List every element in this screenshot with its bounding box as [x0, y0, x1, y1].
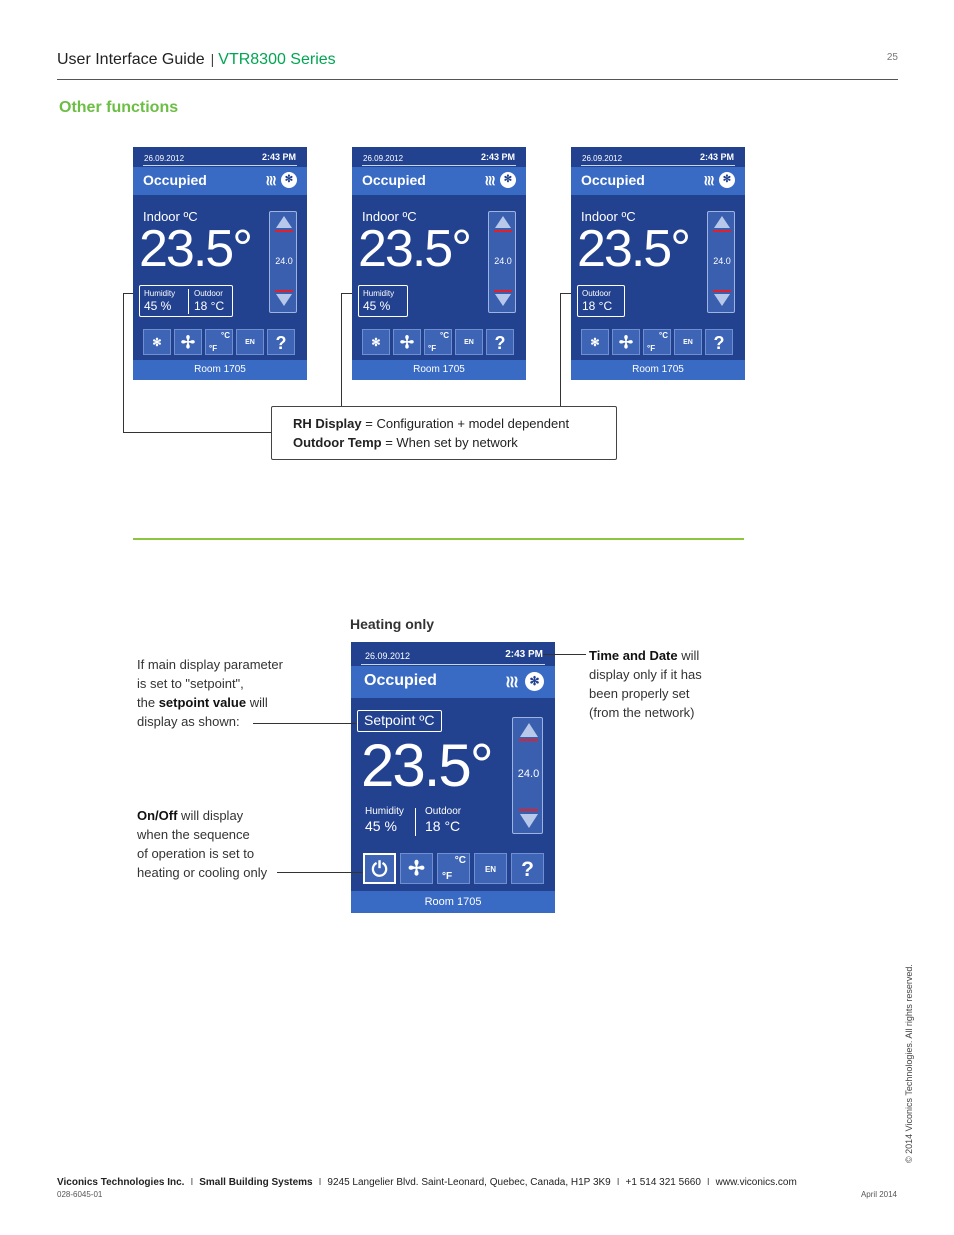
company-website[interactable]: www.viconics.com: [715, 1177, 797, 1188]
date-divider: [143, 165, 297, 166]
annotation-term: On/Off: [137, 808, 178, 823]
room-label: Room 1705: [352, 360, 526, 380]
outdoor-label: Outdoor: [582, 289, 611, 298]
outdoor-reading: [582, 289, 612, 313]
setpoint-up-arrow-icon[interactable]: [495, 216, 511, 228]
setpoint-down-marker: [713, 290, 731, 292]
heating-only-heading: Heating only: [350, 616, 435, 632]
humidity-label: Humidity: [363, 289, 395, 298]
rh-display-desc: = Configuration + model dependent: [361, 416, 570, 431]
outdoor-label: Outdoor: [425, 806, 462, 817]
document-code: 028-6045-01: [57, 1190, 103, 1199]
humidity-reading: [144, 289, 175, 313]
room-temperature: 23.5°: [577, 220, 690, 278]
setpoint-up-arrow-icon[interactable]: [520, 723, 538, 737]
date-divider: [581, 165, 735, 166]
indoor-label: Indoor ºC: [362, 209, 417, 224]
setpoint-up-marker: [519, 739, 538, 741]
fan-mode-icon: ✻: [719, 172, 735, 188]
occupancy-status: Occupied: [581, 172, 645, 188]
setpoint-value: 24.0: [713, 256, 731, 266]
outdoor-value: 18 °C: [582, 299, 613, 313]
language-icon[interactable]: EN: [455, 329, 483, 355]
annotation-line: when the sequence: [137, 827, 250, 842]
callout-line: [277, 872, 363, 873]
status-bar: [133, 167, 307, 195]
callout-line: [341, 293, 352, 294]
humidity-label: Humidity: [144, 289, 176, 298]
footer-separator: I: [706, 1177, 710, 1188]
readings-divider: [415, 808, 416, 836]
occupancy-status: Occupied: [362, 172, 426, 188]
screen-time: 2:43 PM: [480, 152, 515, 162]
callout-line: [123, 432, 271, 433]
outdoor-reading: [194, 289, 224, 313]
annotation-line: If main display parameter: [137, 657, 283, 672]
footer-separator: I: [616, 1177, 620, 1188]
copyright-notice: © 2014 Viconics Technologies. All rights reserved.: [904, 964, 914, 1163]
annotation-line: is set to "setpoint",: [137, 676, 244, 691]
display-conditions-note: [271, 406, 617, 460]
language-icon[interactable]: EN: [474, 853, 507, 884]
readings-box: [577, 285, 625, 317]
annotation-term: Time and Date: [589, 648, 678, 663]
unit-f-label: °F: [647, 344, 656, 353]
setpoint-temperature: 23.5°: [361, 732, 492, 799]
help-icon[interactable]: ?: [267, 329, 295, 355]
setpoint-slider[interactable]: [707, 211, 735, 313]
fan-icon[interactable]: ✢: [393, 329, 421, 355]
footer-separator: I: [318, 1177, 322, 1188]
setpoint-down-arrow-icon[interactable]: [714, 294, 730, 306]
rh-display-note: [293, 414, 616, 433]
unit-c-label: °C: [221, 331, 230, 340]
thermostat-screen-outdoor: [571, 147, 745, 380]
screen-date: 26.09.2012: [365, 651, 411, 661]
annotation-line: heating or cooling only: [137, 865, 268, 880]
setpoint-down-marker: [519, 809, 538, 811]
document-header: [57, 51, 336, 69]
fan-mode-icon: ✻: [281, 172, 297, 188]
room-label: Room 1705: [351, 891, 555, 913]
occupancy-status: Occupied: [364, 672, 437, 689]
language-icon[interactable]: EN: [236, 329, 264, 355]
humidity-label: Humidity: [365, 806, 404, 817]
fan-mode-icon: ✻: [500, 172, 516, 188]
indoor-label: Indoor ºC: [581, 209, 636, 224]
company-address: 9245 Langelier Blvd. Saint-Leonard, Quebec, Canada, H1P 3K9: [327, 1177, 611, 1188]
screen-date: 26.09.2012: [144, 154, 185, 163]
unit-f-label: °F: [209, 344, 218, 353]
readings-divider: [188, 289, 189, 314]
heating-icon: ≀≀≀: [265, 172, 275, 188]
annotation-line: display only if it has: [589, 667, 702, 682]
thermostat-screen-humidity-outdoor: [133, 147, 307, 380]
date-divider: [362, 165, 516, 166]
header-rule: [57, 79, 898, 80]
heating-icon: ≀≀≀: [484, 172, 494, 188]
power-icon[interactable]: ⏻: [363, 853, 396, 884]
screen-time: 2:43 PM: [699, 152, 734, 162]
help-icon[interactable]: ?: [486, 329, 514, 355]
setpoint-down-arrow-icon[interactable]: [276, 294, 292, 306]
units-icon[interactable]: [205, 329, 233, 355]
setpoint-down-arrow-icon[interactable]: [520, 814, 538, 828]
callout-line: [543, 654, 586, 655]
document-footer: [57, 1177, 797, 1188]
setpoint-value: 24.0: [517, 768, 540, 780]
units-icon[interactable]: [424, 329, 452, 355]
help-icon[interactable]: ?: [705, 329, 733, 355]
page-number: 25: [886, 52, 898, 63]
annotation-line: [137, 806, 307, 825]
heat-cool-mode-icon[interactable]: ✻: [143, 329, 171, 355]
setpoint-down-marker: [275, 290, 293, 292]
annotation-text: will: [677, 648, 700, 663]
units-icon[interactable]: [437, 853, 470, 884]
thermostat-screen-humidity: [352, 147, 526, 380]
humidity-value: 45 %: [144, 299, 172, 313]
setpoint-down-arrow-icon[interactable]: [495, 294, 511, 306]
footer-separator: I: [190, 1177, 194, 1188]
heat-cool-mode-icon[interactable]: ✻: [581, 329, 609, 355]
header-separator: |: [210, 51, 215, 67]
setpoint-label: Setpoint ºC: [357, 710, 442, 732]
annotation-line: [589, 646, 729, 665]
setpoint-slider[interactable]: [269, 211, 297, 313]
outdoor-temp-desc: = When set by network: [381, 435, 518, 450]
annotation-line: been properly set: [589, 686, 690, 701]
division-name: Small Building Systems: [199, 1177, 313, 1188]
date-divider: [361, 664, 545, 665]
screen-time: 2:43 PM: [505, 649, 543, 660]
annotation-text: will display: [177, 808, 244, 823]
language-icon[interactable]: EN: [674, 329, 702, 355]
outdoor-label: Outdoor: [194, 289, 223, 298]
status-bar: [352, 167, 526, 195]
screen-date: 26.09.2012: [363, 154, 404, 163]
outdoor-value: 18 °C: [194, 299, 225, 313]
humidity-value: 45 %: [363, 299, 391, 313]
room-label: Room 1705: [571, 360, 745, 380]
setpoint-slider[interactable]: [512, 717, 543, 834]
humidity-value: 45 %: [365, 818, 397, 834]
setpoint-value: 24.0: [275, 256, 293, 266]
callout-line: [253, 723, 356, 724]
thermostat-screen-heating-only: [351, 642, 555, 913]
callout-line: [123, 293, 124, 433]
annotation-line: [137, 693, 307, 712]
annotation-line: display as shown:: [137, 714, 240, 729]
setpoint-annotation: [137, 655, 307, 731]
annotation-term: setpoint value: [158, 695, 247, 710]
section-title: Other functions: [59, 99, 179, 116]
company-phone: +1 514 321 5660: [625, 1177, 701, 1188]
fan-icon[interactable]: ✢: [174, 329, 202, 355]
callout-line: [560, 293, 571, 294]
guide-title: User Interface Guide: [57, 51, 205, 68]
status-bar: [351, 666, 555, 698]
screen-date: 26.09.2012: [582, 154, 623, 163]
readings-box: [139, 285, 233, 317]
outdoor-reading: [425, 806, 461, 834]
rh-display-term: RH Display: [293, 416, 362, 431]
document-date: April 2014: [860, 1190, 897, 1199]
unit-f-label: °F: [442, 871, 453, 882]
setpoint-up-arrow-icon[interactable]: [714, 216, 730, 228]
help-icon[interactable]: ?: [511, 853, 544, 884]
room-temperature: 23.5°: [358, 220, 471, 278]
humidity-reading: [365, 806, 404, 834]
on-off-annotation: [137, 806, 307, 882]
screen-time: 2:43 PM: [261, 152, 296, 162]
setpoint-slider[interactable]: [488, 211, 516, 313]
time-date-annotation: [589, 646, 729, 722]
outdoor-temp-note: [293, 433, 616, 452]
heating-icon: ≀≀≀: [703, 172, 713, 188]
callout-line: [123, 293, 133, 294]
unit-f-label: °F: [428, 344, 437, 353]
setpoint-up-marker: [713, 230, 731, 232]
fan-icon[interactable]: ✢: [612, 329, 640, 355]
annotation-line: (from the network): [589, 705, 695, 720]
callout-line: [560, 293, 561, 406]
indoor-label: Indoor ºC: [143, 209, 198, 224]
unit-c-label: °C: [440, 331, 449, 340]
company-name: Viconics Technologies Inc.: [57, 1177, 185, 1188]
heating-icon: ≀≀≀: [505, 674, 517, 691]
occupancy-status: Occupied: [143, 172, 207, 188]
setpoint-down-marker: [494, 290, 512, 292]
setpoint-up-marker: [275, 230, 293, 232]
heat-cool-mode-icon[interactable]: ✻: [362, 329, 390, 355]
setpoint-up-arrow-icon[interactable]: [276, 216, 292, 228]
outdoor-temp-term: Outdoor Temp: [293, 435, 382, 450]
annotation-text: the: [137, 695, 159, 710]
series-name: VTR8300 Series: [218, 51, 336, 68]
readings-box: [358, 285, 408, 317]
room-temperature: 23.5°: [139, 220, 252, 278]
room-label: Room 1705: [133, 360, 307, 380]
section-divider: [133, 538, 744, 540]
units-icon[interactable]: [643, 329, 671, 355]
fan-icon[interactable]: ✢: [400, 853, 433, 884]
humidity-reading: [363, 289, 394, 313]
annotation-text: will: [246, 695, 268, 710]
unit-c-label: °C: [659, 331, 668, 340]
unit-c-label: °C: [454, 855, 466, 866]
annotation-line: of operation is set to: [137, 846, 255, 861]
fan-mode-icon: ✻: [525, 672, 544, 691]
callout-line: [341, 293, 342, 406]
setpoint-value: 24.0: [494, 256, 512, 266]
status-bar: [571, 167, 745, 195]
outdoor-value: 18 °C: [425, 818, 461, 834]
setpoint-up-marker: [494, 230, 512, 232]
